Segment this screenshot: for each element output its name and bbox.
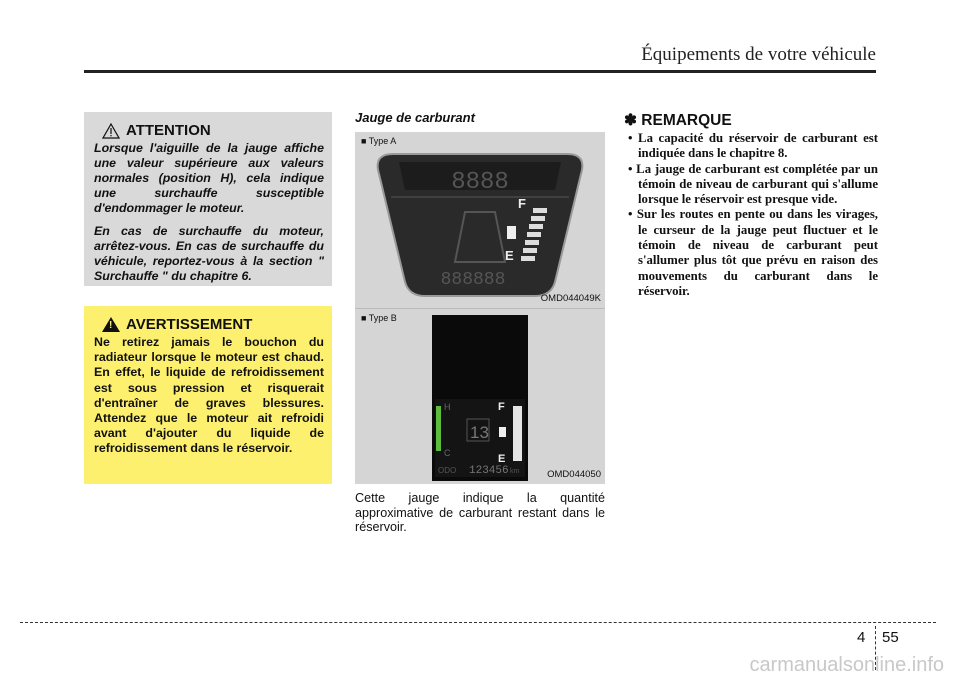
odo-label: ODO bbox=[438, 466, 457, 475]
temp-hot: H bbox=[444, 402, 451, 412]
temperature-bar bbox=[436, 406, 441, 451]
gauge-b-odometer: 123456 bbox=[469, 465, 509, 477]
header-rule bbox=[84, 70, 876, 73]
odo-unit: km bbox=[510, 468, 520, 475]
temp-cold: C bbox=[444, 448, 451, 458]
gauge-b-full: F bbox=[498, 401, 505, 413]
footer-rule bbox=[20, 622, 936, 623]
remarque-item: • La capacité du réservoir de carburant est indiquée dans le chapitre 8. bbox=[628, 131, 878, 161]
avertissement-title-row bbox=[102, 316, 324, 333]
fuel-bar bbox=[513, 406, 522, 461]
warning-filled-icon bbox=[102, 317, 120, 332]
fuel-pump-icon bbox=[507, 226, 516, 239]
avertissement-body: Ne retirez jamais le bouchon du radiateur lorsque le moteur est chaud. En effet, le liquide de refroidissement est sous pression et risquerait d'entraîner de graves blessures. Attendez que le moteur ait refroidi avant d'ajouter du liquide de refroidissement dans le réservoir. bbox=[94, 335, 324, 456]
figure-type-a bbox=[355, 132, 605, 308]
fuel-pump-icon-b bbox=[499, 427, 506, 437]
gear-indicator: 13 bbox=[470, 423, 489, 442]
remarque-item: • La jauge de carburant est complétée par un témoin de niveau de carburant qui s'allume lorsque le réservoir est presque vide. bbox=[628, 161, 878, 207]
attention-paragraph-1: Lorsque l'aiguille de la jauge affiche une valeur supérieure aux valeurs normales (position H), cela indique une surchauffe susceptible d'endommager le moteur. bbox=[94, 141, 324, 215]
cluster-type-a-illustration bbox=[355, 132, 605, 308]
chapter-number: 4 bbox=[857, 629, 866, 646]
watermark: carmanualsonline.info bbox=[749, 654, 944, 676]
attention-title-row bbox=[102, 122, 324, 139]
gauge-description: Cette jauge indique la quantité approximative de carburant restant dans le réservoir. bbox=[355, 491, 605, 534]
page-number: 55 bbox=[882, 629, 899, 646]
gauge-a-odometer: 888888 bbox=[440, 270, 506, 290]
remarque-title: ✽ REMARQUE bbox=[624, 112, 732, 129]
remarque-list bbox=[624, 131, 878, 299]
cluster-type-b-illustration bbox=[355, 309, 605, 485]
attention-box bbox=[84, 112, 332, 286]
gauge-a-full: F bbox=[518, 196, 526, 211]
figure-b-label: ■ Type B bbox=[361, 313, 397, 323]
figure-a-code: OMD044049K bbox=[540, 293, 601, 304]
gauge-a-empty: E bbox=[505, 248, 514, 263]
gauge-a-speed-digits: 8888 bbox=[451, 169, 509, 196]
figure-a-label: ■ Type A bbox=[361, 136, 397, 146]
avertissement-title: AVERTISSEMENT bbox=[126, 316, 253, 333]
gauge-b-empty: E bbox=[498, 453, 506, 465]
page-header-title: Équipements de votre véhicule bbox=[641, 44, 876, 65]
attention-paragraph-2: En cas de surchauffe du moteur, arrêtez-vous. En cas de surchauffe du véhicule, reportez-vous à la section " Surchauffe " du chapitre 6. bbox=[94, 224, 324, 283]
figure-type-b bbox=[355, 308, 605, 484]
avertissement-box bbox=[84, 306, 332, 484]
attention-title: ATTENTION bbox=[126, 122, 211, 139]
figure-b-code: OMD044050 bbox=[547, 469, 601, 480]
warning-outline-icon bbox=[102, 123, 120, 139]
gauge-section-heading: Jauge de carburant bbox=[355, 110, 475, 125]
remarque-item: • Sur les routes en pente ou dans les virages, le curseur de la jauge peut fluctuer et le témoin de niveau de carburant peut s'allumer plus tôt que prévu en raison des mouvements du carburant dans le réservoir. bbox=[628, 207, 878, 298]
